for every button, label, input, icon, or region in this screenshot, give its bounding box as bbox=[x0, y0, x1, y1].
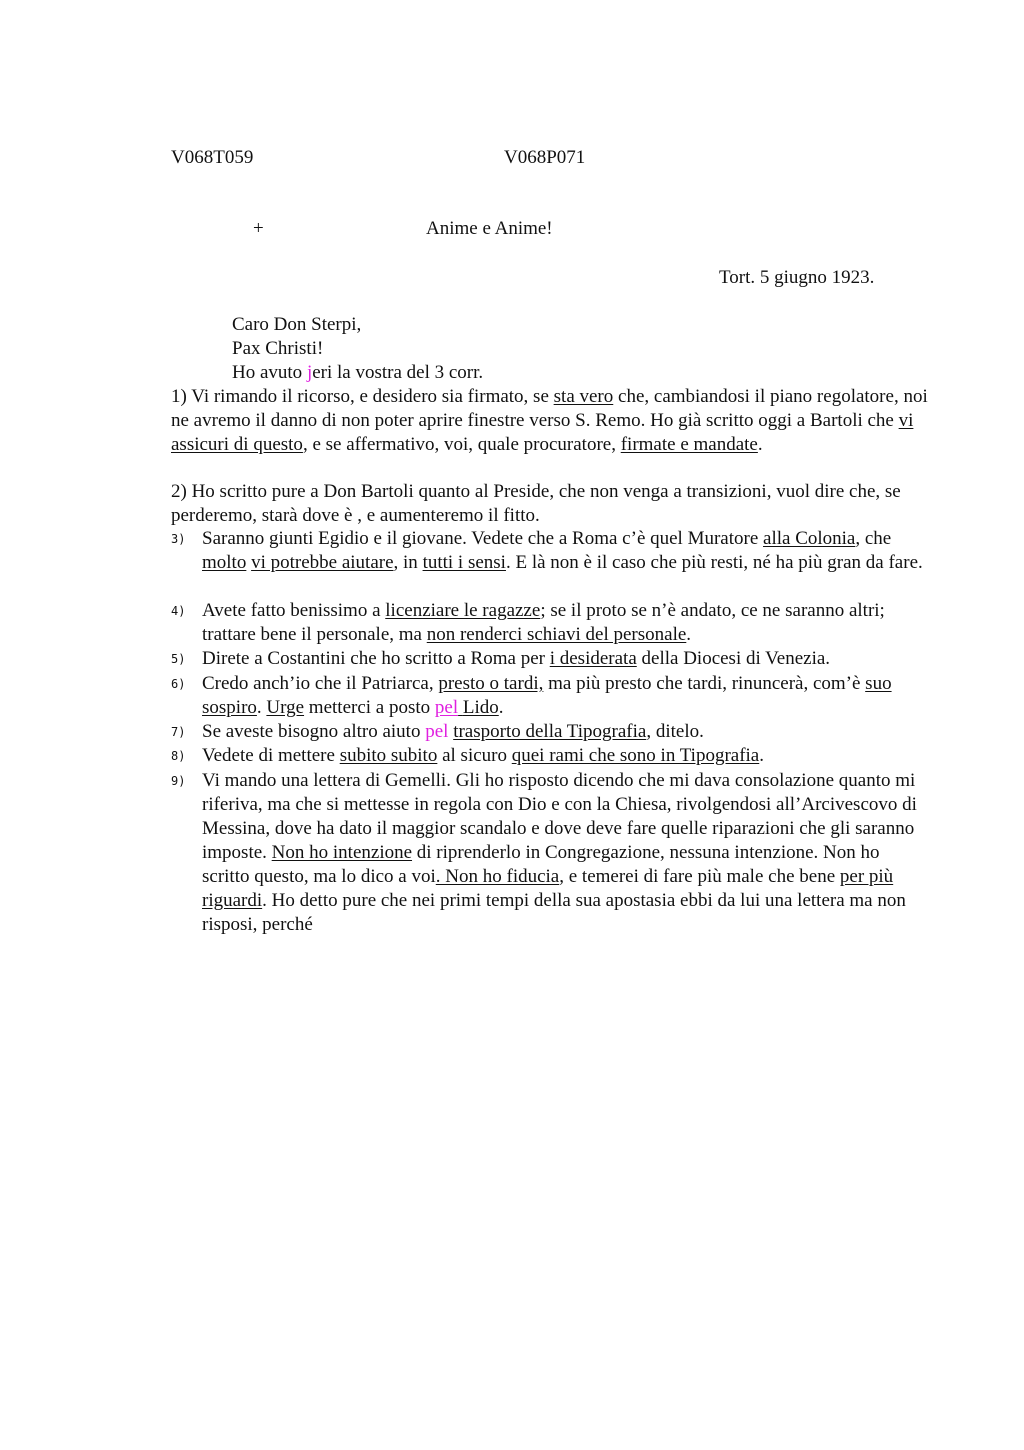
greeting: Pax Christi! bbox=[232, 338, 324, 359]
cross-symbol: + bbox=[253, 218, 264, 239]
correction-mark: j bbox=[306, 362, 313, 383]
correction-mark: pel bbox=[425, 721, 449, 742]
place-date: Tort. 5 giugno 1923. bbox=[719, 267, 875, 288]
item-number: 8) bbox=[171, 749, 186, 763]
item-number: 9) bbox=[171, 774, 186, 788]
letter-title: Anime e Anime! bbox=[426, 218, 553, 239]
list-item-3: 3) Saranno giunti Egidio e il giovane. Vedete che a Roma c’è quel Muratore alla Colonia, che molto vi potrebbe aiutare, in tutti i sensi. E là non è il caso che più resti, né ha più gran da fare. bbox=[171, 528, 923, 573]
correction-mark: pel bbox=[434, 697, 459, 718]
document-code-left: V068T059 bbox=[171, 147, 254, 168]
document-code-right: V068P071 bbox=[504, 147, 586, 168]
list-item-4: 4) Avete fatto benissimo a licenziare le ragazze; se il proto se n’è andato, ce ne saranno altri; trattare bene il personale, ma non renderci schiavi del personale. bbox=[171, 600, 885, 645]
list-item-7: 7) Se aveste bisogno altro aiuto pel trasporto della Tipografia, ditelo. bbox=[171, 721, 704, 742]
item-number: 7) bbox=[171, 725, 186, 739]
paragraph-2: 2) Ho scritto pure a Don Bartoli quanto al Preside, che non venga a transizioni, vuol dire che, se perderemo, starà dove è , e aumenteremo il fitto. bbox=[171, 481, 901, 526]
item-number: 3) bbox=[171, 532, 186, 546]
list-item-8: 8) Vedete di mettere subito subito al sicuro quei rami che sono in Tipografia. bbox=[171, 745, 764, 766]
salutation: Caro Don Sterpi, bbox=[232, 314, 362, 335]
item-number: 6) bbox=[171, 677, 186, 691]
opening-line: Ho avuto jeri la vostra del 3 corr. bbox=[232, 362, 484, 383]
item-number: 4) bbox=[171, 604, 186, 618]
paragraph-1: 1) Vi rimando il ricorso, e desidero sia firmato, se sta vero che, cambiandosi il piano regolatore, noi ne avremo il danno di non poter aprire finestre verso S. Remo. Ho già scritto oggi a Bartoli che vi assicuri di questo, e se affermativo, voi, quale procuratore, firmate e mandate. bbox=[171, 386, 928, 455]
item-number: 5) bbox=[171, 652, 186, 666]
list-item-6: 6) Credo anch’io che il Patriarca, presto o tardi, ma più presto che tardi, rinuncerà, com’è suo sospiro. Urge metterci a posto pel Lido. bbox=[171, 673, 892, 718]
list-item-9: 9) Vi mando una lettera di Gemelli. Gli ho risposto dicendo che mi dava consolazione quanto mi riferiva, ma che si mettesse in regola con Dio e con la Chiesa, rivolgendosi all’Arcivescovo di Messina, dove ha dato il maggior scandalo e dove deve fare quelle riparazioni che gli saranno imposte. Non ho intenzione di riprenderlo in Congregazione, nessuna intenzione. Non ho scritto questo, ma lo dico a voi. Non ho fiducia, e temerei di fare più male che bene per più riguardi. Ho detto pure che nei primi tempi della sua apostasia ebbi da lui una lettera ma non risposi, perché bbox=[171, 770, 917, 935]
list-item-5: 5) Direte a Costantini che ho scritto a Roma per i desiderata della Diocesi di Venezia. bbox=[171, 648, 831, 669]
